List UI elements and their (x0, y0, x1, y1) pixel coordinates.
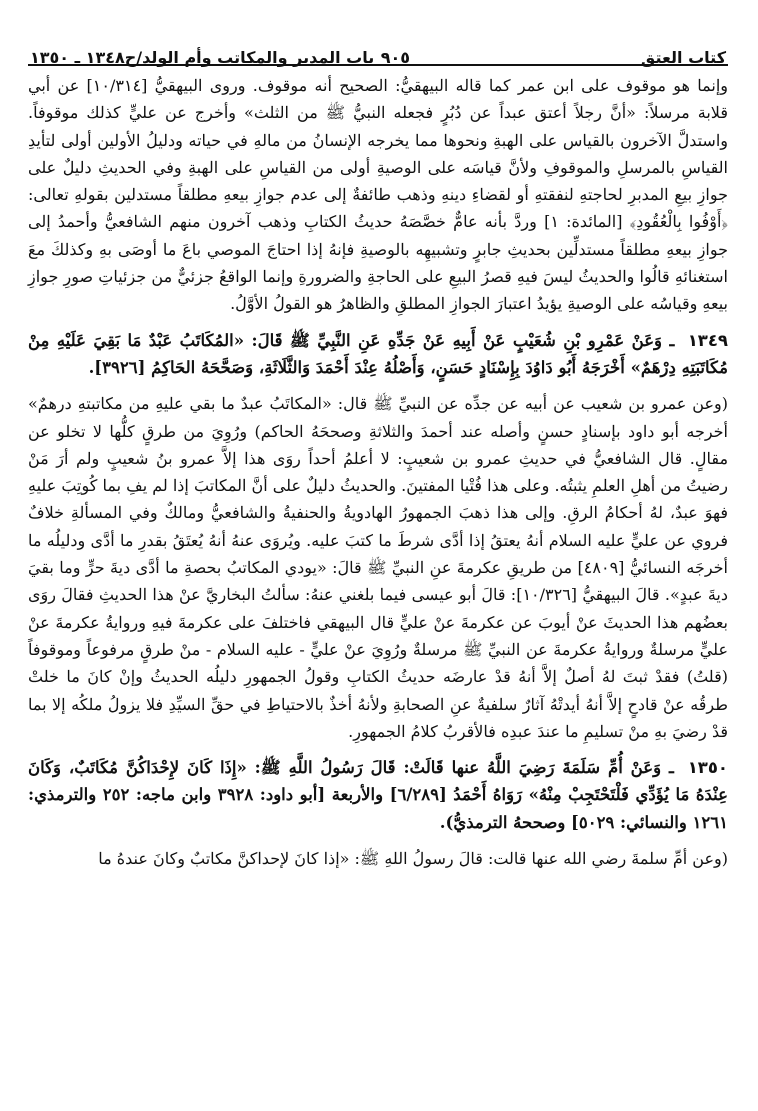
hadith-text (28, 754, 728, 836)
text-line: ـ وَعَنْ أُمِّ سَلَمَةَ رَضِيَ اللَّهُ عنها قَالَتْ: قَالَ رَسُولُ اللَّهِ ﷺ: «إِذَا كَانَ لإِحْدَاكُنَّ مُكَاتَبٌ، وَكَانَ (28, 758, 674, 778)
text-line: وإنما هو موقوف على ابن عمر كما قاله البيهقيُّ: الصحيح أنه موقوف. وروى البيهقيُّ [١٠/٣١٤] عن (57, 76, 729, 95)
text-line: قالَ: «يودي المكاتبُ بحصةِ ما أدَّى ديةَ حرٍّ وما بقيَ ديةَ عبدٍ». قالَ البيهقيُّ [١٠/٣٢٦]: قالَ أبو عيسى (28, 558, 729, 605)
commentary-paragraph (28, 845, 728, 872)
text-line: تسليمِ ما عندَ عبدِه فالأقربُ كلامُ الجمهورِ. (348, 721, 624, 741)
text-line: الحديثِ دليلٌ على جوازِ بيعِ المدبرِ لحاجتهِ لنفقتهِ أو لقضاءِ دينهِ وذهب طائفةٌ إلى عدم جوازِ بيعهِ مطلقاً (28, 157, 728, 205)
running-header (28, 22, 728, 66)
text-line: (وعن أمِّ سلمةَ رضي الله عنها قالت: قالَ رسولُ اللهِ ﷺ: «إذا كانَ لإحداكنَّ مكاتبٌ وكانَ عندهُ ما (98, 849, 728, 869)
commentary-paragraph (28, 72, 728, 318)
text-line: الأولين أولى لتأيدِ القياسِ بالمرسلِ والموقوفِ ولأنَّ قياسَه على الوصيةِ أولى من القياسِ على الهبةِ وفي (28, 130, 728, 177)
text-line: منهم الشافعيُّ وأحمدُ إلى جوازِ بيعهِ مطلقاً مستدلِّين بحديثِ جابرٍ وتشبيهِه بالوصيةِ فإنهُ إذا احتاجَ (28, 212, 729, 259)
page-number: ٩٠٥ (380, 48, 410, 67)
hadith-number: ١٣٤٩ (687, 330, 728, 350)
text-line: ـ وَعَنْ عَمْرِو بْنِ شُعَيْبٍ عَنْ أَبِيهِ عَنْ جَدِّهِ عَنِ النَّبِيِّ ﷺ قَالَ: «المُكَاتَبُ عَبْدٌ مَا بَقِيَ عَلَيْهِ مِنْ (28, 330, 675, 350)
hadith-number: ١٣٥٠ (687, 758, 728, 778)
text-line: مُكَاتَبَتِهِ دِرْهَمٌ» أَخْرَجَهُ أَبُو دَاوُدَ بِإِسْنَادٍ حَسَنٍ، وَأَصْلُهُ عِنْدَ أَحْمَدَ وَالثَّلَاثَةِ، وَصَحَّحَهُ الحَاكِمُ [٣٩٢٦]. (88, 357, 728, 377)
text-line: شعيبٍ ولم أرَ مَنْ رضيتُ من أهلِ العلمِ يثبتُه. وعلى هذا فُتْيا المفتينَ. والحديثُ دليلٌ على أنَّ المكاتبَ (28, 448, 728, 496)
text-line: أبي قلابة مرسلاً: «أنَّ رجلاً أعتق عبداً عن دُبُرٍ فجعله النبيُّ ﷺ من الثلث» وأخرج عن عليٍّ كذلك (28, 76, 728, 123)
commentary-paragraph (28, 390, 728, 745)
text-line: (وعن عمرو بن شعيب عن أبيه عن جدِّه عن النبيِّ ﷺ قال: «المكاتَبُ عبدٌ ما بقي عليهِ من مكاتبتهِ (77, 394, 728, 414)
text-line: ويُروَى عنهُ أنهُ يُعتَقُ بقدرِ ما أدَّى ودليلُه ما أخرجَه النسائيُّ [٤٨٠٩] من طريقِ عكرمةَ عنِ النبيِّ ﷺ (28, 530, 728, 578)
text-line: النبيِّ ﷺ مرسلةٌ ورُوِيَ عنْ عليٍّ - عليه السلام - منْ طرقٍ مرفوعاً وموقوفاً (قلتُ) فقدْ ثبتَ لهُ أصلٌ إلاَّ (28, 639, 728, 687)
book-title: كتاب العتق (641, 48, 726, 67)
text-line: موقوفاً. واستدلَّ الآخرون بالقياس على الهبةِ ونحوها مما يخرجه الإنسانُ من مالهِ في حياته ودليلُ (28, 103, 728, 150)
text-line: مستدلين بقولهِ تعالى: ﴿أَوْفُوا بِالْعُقُودِ﴾ [المائدة: ١] وردَّ بأنه عامٌّ خصَّصَهُ حديثُ الكتابِ وذهب آخرون (28, 185, 728, 232)
text-line: إذا لم يفِ بما كُوتِبَ عليهِ فهوَ عبدٌ، لهُ أحكامُ الرقِ. وإلى هذا ذهبَ الجمهورُ الهادويةُ والحنفيةُ (28, 476, 728, 523)
text-line: عِنْدَهُ مَا يُؤَدِّي فَلْتَحْتَجِبْ مِنْهُ» رَوَاهُ أَحْمَدُ [٦/٢٨٩] والأربعة [أبو داود: ٣٩٢٨ وابن ماجه: ٢٥٢ (102, 785, 729, 805)
text-line: وإنما الواقعُ جزئيٌّ من جزئياتِ صورِ جوازِ بيعهِ وقياسُه على الوصيةِ يؤيدُ اعتبارَ الجوازِ المطلقِ والظاهرُ (28, 267, 728, 314)
hadith-text (28, 327, 728, 382)
text-line: درهمٌ» أخرجه أبو داود بإسنادٍ حسنٍ وأصله عند أحمدَ والثلاثةِ وصححَهُ الحاكم) ورُوِيَ من طرقٍ كلُّها (28, 394, 729, 441)
page-body (28, 66, 728, 872)
text-line: أنهُ قدْ عارضَه حديثُ الكتابِ وقولُ الجمهورِ دليلُه الحديثُ وإنْ كانَ ما خلتْ طرقُه عنْ قادحٍ إلاَّ أنهُ (28, 667, 728, 714)
text-line: هو القولُ الأوَّلُ. (230, 294, 333, 314)
text-line: والشافعيُّ ومالكٌ وفي المسألةِ خلافٌ فروي عن عليٍّ عليه السلام أنهُ يعتقُ إذا أدَّى شرطَ ما كتبَ عليه. (28, 503, 729, 550)
text-line: والترمذي: ١٢٦١ والنسائي: ٥٠٢٩] وصححهُ الترمذيُّ). (28, 785, 728, 832)
text-line: عنْ عليٍّ قال البيهقي فاختلفَ على عكرمةَ فيهِ وروايةُ عكرمةَ عنْ عليٍّ مرسلةٌ وروايةُ عكرمةَ عن (28, 612, 728, 659)
text-line: أيدتْهُ آثارٌ سلفيةٌ عنِ الصحابةِ ولأنهُ أخذٌ بالاحتياطِ في حقِّ السيِّدِ فلا يزولُ ملكُه إلا بما قدْ رضيَ بهِ منْ (28, 694, 728, 741)
chapter-title: باب المدبر والمكاتب وأم الولد/ح١٣٤٨ ـ ١٣٥٠ (30, 48, 375, 67)
text-line: فيما بلغني عنهُ: سألتُ البخاريَّ عنْ هذا الحديثِ فقالَ روَى بعضُهم هذا الحديثَ عنْ أيوبَ عن عكرمةَ (28, 585, 728, 632)
text-line: لا تخلو عن مقالٍ. قال الشافعيُّ في حديثِ عمرو بن شعيبٍ: لا أعلمُ أحداً روَى هذا إلاَّ عمرو بنُ (28, 421, 729, 468)
text-line: الموصي باعَ ما أوصَى بهِ وكذلكَ معَ استغنائهِ قالُوا والحديثُ ليسَ فيهِ قصرُ البيعِ على الحاجةِ والضرورةِ (28, 239, 728, 287)
